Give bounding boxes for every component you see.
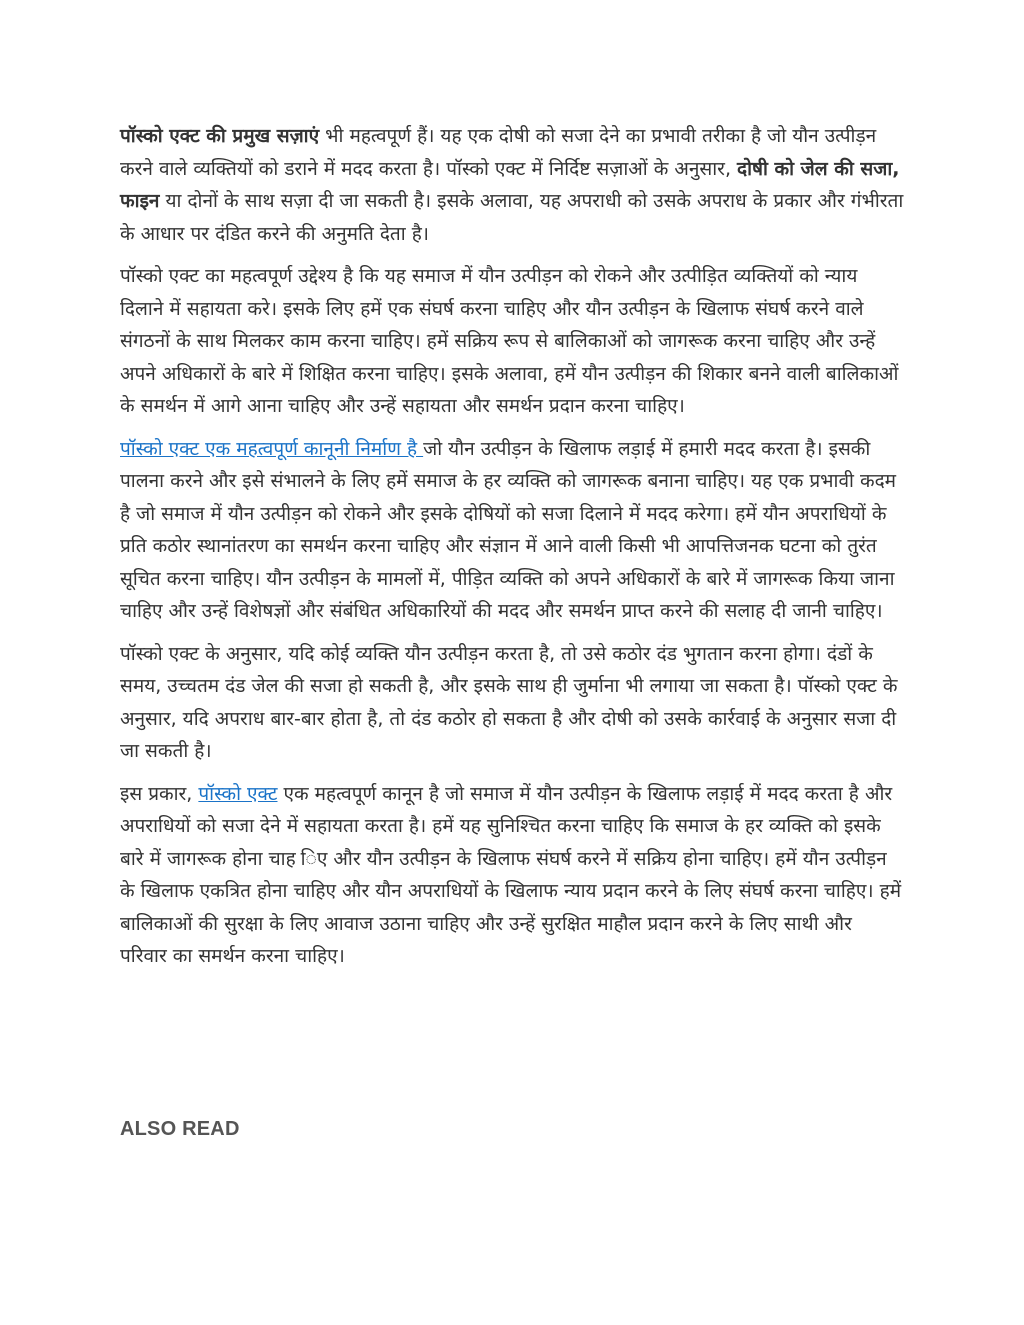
paragraph-penalty — [120, 638, 904, 768]
article-body — [120, 120, 904, 983]
jail-fine-bold: दोषी को जेल की सजा, फाइन — [120, 157, 900, 212]
paragraph-legal-construct — [120, 433, 904, 628]
paragraph-punishments — [120, 120, 904, 250]
paragraph-text: जो यौन उत्पीड़न के खिलाफ लड़ाई में हमारी मदद करता है। इसकी पालना करने और इसे संभालने के लिए हमें समाज के हर व्यक्ति को जागरूक बनाना चाहिए। यह एक प्रभावी कदम है जो समाज में यौन उत्पीड़न को रोकने और इसके दोषियों को सजा दिलाने में मदद करेगा। हमें यौन अपराधियों के प्रति कठोर स्थानांतरण का समर्थन करना चाहिए और संज्ञान में आने वाली किसी भी आपत्तिजनक घटना को तुरंत सूचित करना चाहिए। यौन उत्पीड़न के मामलों में, पीड़ित व्यक्ति को अपने अधिकारों के बारे में जागरूक किया जाना चाहिए और उन्हें विशेषज्ञों और संबंधित अधिकारियों की मदद और समर्थन प्राप्त करने की सलाह दी जानी चाहिए। — [120, 437, 897, 622]
posco-act-link[interactable]: पॉस्को एक्ट — [198, 782, 278, 805]
paragraph-objective — [120, 260, 904, 423]
paragraph-text: एक महत्वपूर्ण कानून है जो समाज में यौन उत्पीड़न के खिलाफ लड़ाई में मदद करता है और अपराधियों को सजा देने में सहायता करता है। हमें यह सुनिश्चित करना चाहिए कि समाज के हर व्यक्ति को इसके बारे में जागरूक होना चाह िए और यौन उत्पीड़न के खिलाफ संघर्ष करने में सक्रिय होना चाहिए। हमें यौन उत्पीड़न के खिलाफ एकत्रित होना चाहिए और यौन अपराधियों के खिलाफ न्याय प्रदान करने के लिए संघर्ष करना चाहिए। हमें बालिकाओं की सुरक्षा के लिए आवाज उठाना चाहिए और उन्हें सुरक्षित माहौल प्रदान करने के लिए साथी और परिवार का समर्थन करना चाहिए। — [120, 782, 902, 967]
punishments-heading-bold: पॉस्को एक्ट की प्रमुख सज़ाएं — [120, 125, 320, 147]
posco-legal-construct-link[interactable]: पॉस्को एक्ट एक महत्वपूर्ण कानूनी निर्माण है — [120, 437, 424, 460]
also-read-heading: ALSO READ — [120, 1118, 240, 1140]
paragraph-conclusion — [120, 778, 904, 973]
paragraph-text: इस प्रकार, — [120, 782, 199, 805]
paragraph-text: भी महत्वपूर्ण हैं। यह एक दोषी को सजा देने का प्रभावी तरीका है जो यौन उत्पीड़न करने वाले व्यक्तियों को डराने में मदद करता है। पॉस्को एक्ट में निर्दिष्ट सज़ाओं के अनुसार, — [120, 125, 877, 180]
paragraph-text: पॉस्को एक्ट के अनुसार, यदि कोई व्यक्ति यौन उत्पीड़न करता है, तो उसे कठोर दंड भुगतान करना होगा। दंडों के समय, उच्चतम दंड जेल की सजा हो सकती है, और इसके साथ ही जुर्माना भी लगाया जा सकता है। पॉस्को एक्ट के अनुसार, यदि अपराध बार-बार होता है, तो दंड कठोर हो सकता है और दोषी को उसके कार्रवाई के अनुसार सजा दी जा सकती है। — [120, 642, 898, 762]
paragraph-text: या दोनों के साथ सज़ा दी जा सकती है। इसके अलावा, यह अपराधी को उसके अपराध के प्रकार और गंभीरता के आधार पर दंडित करने की अनुमति देता है। — [120, 190, 904, 245]
paragraph-text: पॉस्को एक्ट का महत्वपूर्ण उद्देश्य है कि यह समाज में यौन उत्पीड़न को रोकने और उत्पीड़ित व्यक्तियों को न्याय दिलाने में सहायता करे। इसके लिए हमें एक संघर्ष करना चाहिए और यौन उत्पीड़न के खिलाफ संघर्ष करने वाले संगठनों के साथ मिलकर काम करना चाहिए। हमें सक्रिय रूप से बालिकाओं को जागरूक करना चाहिए और उन्हें अपने अधिकारों के बारे में शिक्षित करना चाहिए। इसके अलावा, हमें यौन उत्पीड़न की शिकार बनने वाली बालिकाओं के समर्थन में आगे आना चाहिए और उन्हें सहायता और समर्थन प्रदान करना चाहिए। — [120, 265, 899, 417]
